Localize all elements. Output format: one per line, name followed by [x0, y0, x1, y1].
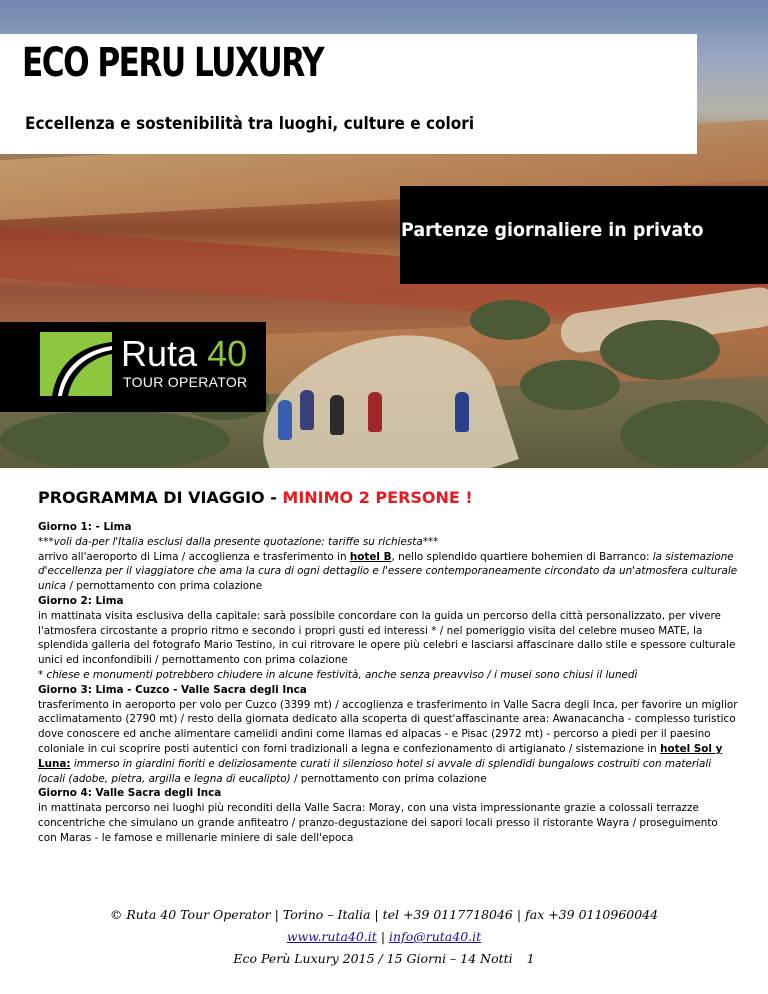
program-heading: PROGRAMMA DI VIAGGIO - MINIMO 2 PERSONE ! — [38, 488, 473, 507]
hotel-name: hotel B — [349, 550, 392, 563]
departures-text: Partenze giornaliere in privato — [401, 219, 704, 241]
day-text: in mattinata percorso nei luoghi più reconditi della Valle Sacra: Moray, con una vista impressionante grazie a colossali terrazze concentriche che simulano un grande anfiteatro / pranzo-degustazione dei sapori locali presso il ristorante Wayra / proseguimento con Maras - le famose e millenarie miniere di sale dell'epoca — [38, 802, 718, 844]
minimum-persons-note: MINIMO 2 PERSONE ! — [282, 488, 473, 507]
phone-number: tel +39 0117718046 — [382, 907, 513, 922]
page-number: 1 — [526, 951, 535, 966]
day-note: * chiese e monumenti potrebbero chiudere in alcune festività, anche senza preavviso / i musei sono chiusi il lunedì — [38, 668, 638, 681]
page-subtitle: Eccellenza e sostenibilità tra luoghi, culture e colori — [25, 114, 475, 134]
agave-bush — [600, 320, 720, 380]
day-title: Giorno 3: Lima - Cuzco - Valle Sacra degli Inca — [38, 683, 307, 696]
edition-label: Eco Perù Luxury 2015 / 15 Giorni – 14 Notti — [233, 951, 513, 966]
person-figure — [368, 392, 382, 432]
day-text: trasferimento in aeroporto per volo per Cuzco (3399 mt) / accoglienza e trasferimento in Valle Sacra degli Inca, per favorire un miglior acclimatamento (2790 mt) / resto della giornata dedicato alla scoperta di quest'affascinante area: Awanacancha - complesso turistico dove conoscere ed anche alimentare camelidi andini come llamas ed alpacas - e Pisac (2972 mt) - percorso a piedi per il paesino coloniale in cui scoprire posti autentici con forni tradizionali a legna e confezionamento di artigianato / sistemazione in hotel Sol y Luna: immerso in giardini fioriti e deliziosamente curati il silenzioso hotel si avvale di splendidi bungalows costruiti con materiali locali (adobe, pietra, argilla e legna di eucalipto) / pernottamento con prima colazione — [38, 698, 738, 785]
website-link[interactable]: www.ruta40.it — [286, 929, 377, 944]
company-name: © Ruta 40 Tour Operator — [109, 907, 271, 922]
logo-name: Ruta 40 — [121, 333, 248, 374]
itinerary — [38, 520, 738, 846]
road-logo-icon — [40, 332, 112, 396]
page-title: ECO PERU LUXURY — [22, 40, 324, 86]
day-title: Giorno 1: - Lima — [38, 521, 132, 533]
logo-number: 40 — [207, 333, 248, 374]
agave-bush — [520, 360, 620, 410]
footer — [0, 904, 768, 970]
day-title: Giorno 4: Valle Sacra degli Inca — [38, 787, 222, 800]
day-text: arrivo all'aeroporto di Lima / accoglienza e trasferimento in hotel B, nello splendido quartiere bohemien di Barranco: la sistemazione d'eccellenza per il viaggiatore che ama la cura di ogni dettaglio e l'essere contemporaneamente circondato da un'atmosfera culturale unica / pernottamento con prima colazione — [38, 550, 738, 593]
day-text: in mattinata visita esclusiva della capitale: sarà possibile concordare con la guida un percorso della città personalizzato, per vivere l'atmosfera circostante a proprio ritmo e secondo i propri gusti ed interessi * / nel pomeriggio visita del celebre museo MATE, la splendida galleria del fotografo Mario Testino, in cui ritrovare le opere più celebri e lasciarsi affascinare dallo stile e spessore culturale unici ed inconfondibili / pernottamento con prima colazione — [38, 609, 736, 667]
agave-bush — [0, 410, 230, 468]
footer-contacts: © Ruta 40 Tour Operator | Torino – Italia | tel +39 0117718046 | fax +39 0110960044 — [109, 907, 659, 922]
person-figure — [278, 400, 292, 440]
person-figure — [300, 390, 314, 430]
footer-links: www.ruta40.it | info@ruta40.it — [286, 929, 482, 944]
company-city: Torino – Italia — [282, 907, 371, 922]
fax-number: fax +39 0110960044 — [525, 907, 659, 922]
agave-bush — [620, 400, 768, 468]
footer-edition — [0, 948, 768, 970]
day-note: ***voli da-per l'Italia esclusi dalla presente quotazione: tariffe su richiesta*** — [38, 535, 439, 548]
hotel-name: hotel Sol y Luna: — [38, 742, 723, 770]
day-title: Giorno 2: Lima — [38, 594, 124, 607]
agave-bush — [470, 300, 550, 340]
person-figure — [455, 392, 469, 432]
email-link[interactable]: info@ruta40.it — [389, 929, 482, 944]
logo-tagline: TOUR OPERATOR — [123, 374, 248, 390]
person-figure — [330, 395, 344, 435]
